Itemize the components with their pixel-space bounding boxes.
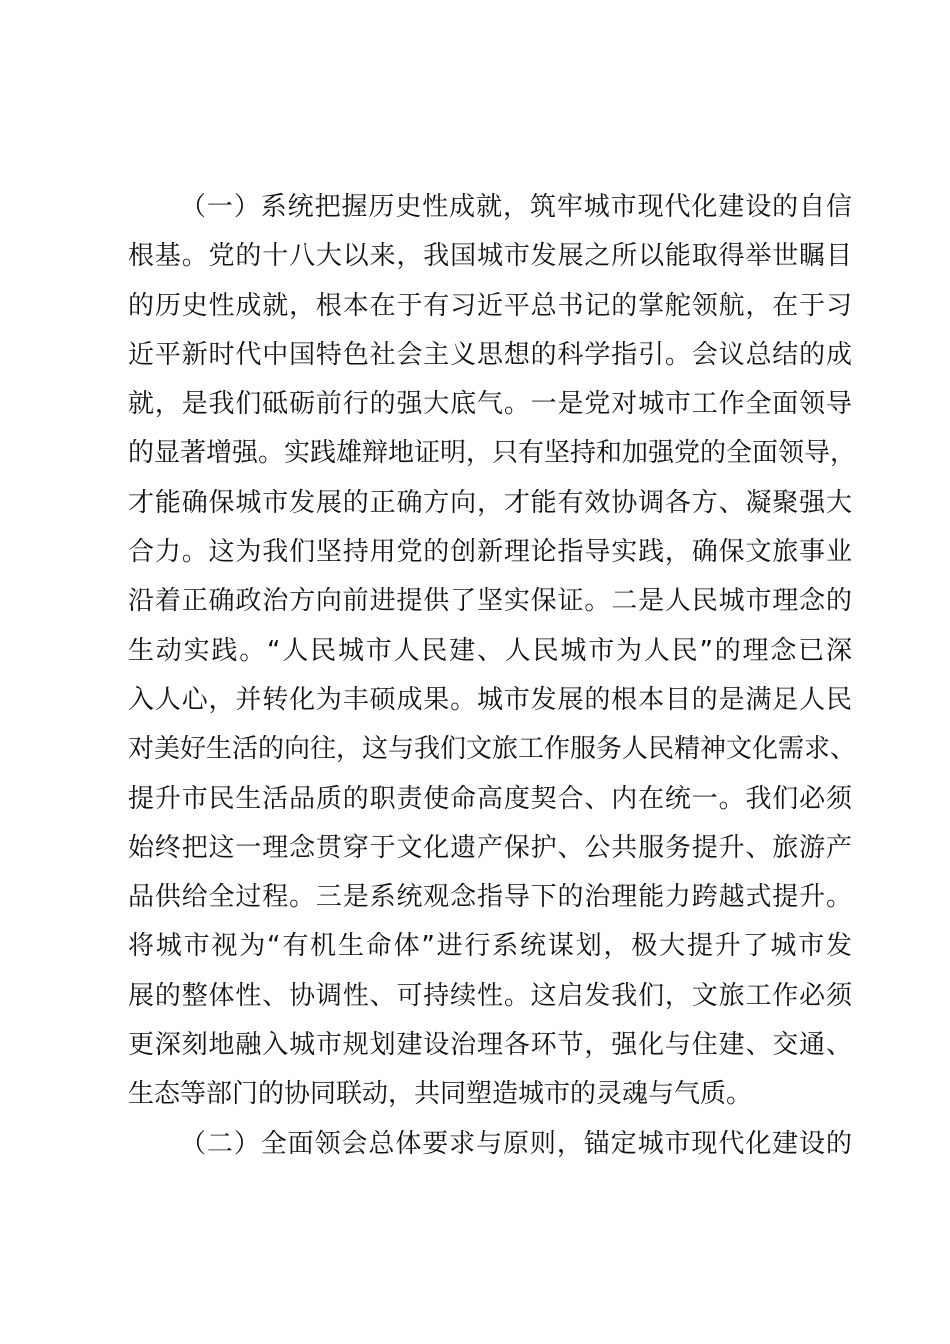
paragraph-1-line-4: 近平新时代中国特色社会主义思想的科学指引。会议总结的成 — [128, 339, 852, 370]
paragraph-1-line-16: 将城市视为“有机生命体”进行系统谋划，极大提升了城市发 — [128, 931, 852, 962]
paragraph-1-line-13: 提升市民生活品质的职责使命高度契合、内在统一。我们必须 — [128, 783, 852, 814]
paragraph-1-line-6: 的显著增强。实践雄辩地证明，只有坚持和加强党的全面领导， — [128, 438, 857, 469]
paragraph-1-line-11: 入人心，并转化为丰硕成果。城市发展的根本目的是满足人民 — [128, 684, 852, 715]
paragraph-1-line-1: （一）系统把握历史性成就，筑牢城市现代化建设的自信 — [180, 192, 852, 222]
paragraph-1-line-5: 就，是我们砥砺前行的强大底气。一是党对城市工作全面领导 — [128, 389, 852, 420]
document-body — [128, 183, 857, 1169]
paragraph-1-line-10: 生动实践。“人民城市人民建、人民城市为人民”的理念已深 — [128, 635, 852, 666]
paragraph-1-line-19: 生态等部门的协同联动，共同塑造城市的灵魂与气质。 — [128, 1079, 753, 1110]
paragraph-1-line-7: 才能确保城市发展的正确方向，才能有效协调各方、凝聚强大 — [128, 487, 852, 518]
paragraph-1-line-17: 展的整体性、协调性、可持续性。这启发我们，文旅工作必须 — [128, 980, 852, 1011]
paragraph-1-line-8: 合力。这为我们坚持用党的创新理论指导实践，确保文旅事业 — [128, 537, 852, 568]
paragraph-1-line-18: 更深刻地融入城市规划建设治理各环节，强化与住建、交通、 — [128, 1030, 852, 1061]
paragraph-1-line-9: 沿着正确政治方向前进提供了坚实保证。二是人民城市理念的 — [128, 586, 852, 617]
paragraph-1-line-15: 品供给全过程。三是系统观念指导下的治理能力跨越式提升。 — [128, 882, 852, 913]
paragraph-1-line-2: 根基。党的十八大以来，我国城市发展之所以能取得举世瞩目 — [128, 241, 852, 272]
paragraph-1-line-14: 始终把这一理念贯穿于文化遗产保护、公共服务提升、旅游产 — [128, 832, 852, 863]
paragraph-1-line-12: 对美好生活的向往，这与我们文旅工作服务人民精神文化需求、 — [128, 734, 857, 765]
paragraph-2-line-1: （二）全面领会总体要求与原则，锚定城市现代化建设的 — [180, 1128, 852, 1159]
paragraph-1-line-3: 的历史性成就，根本在于有习近平总书记的掌舵领航，在于习 — [128, 290, 852, 321]
